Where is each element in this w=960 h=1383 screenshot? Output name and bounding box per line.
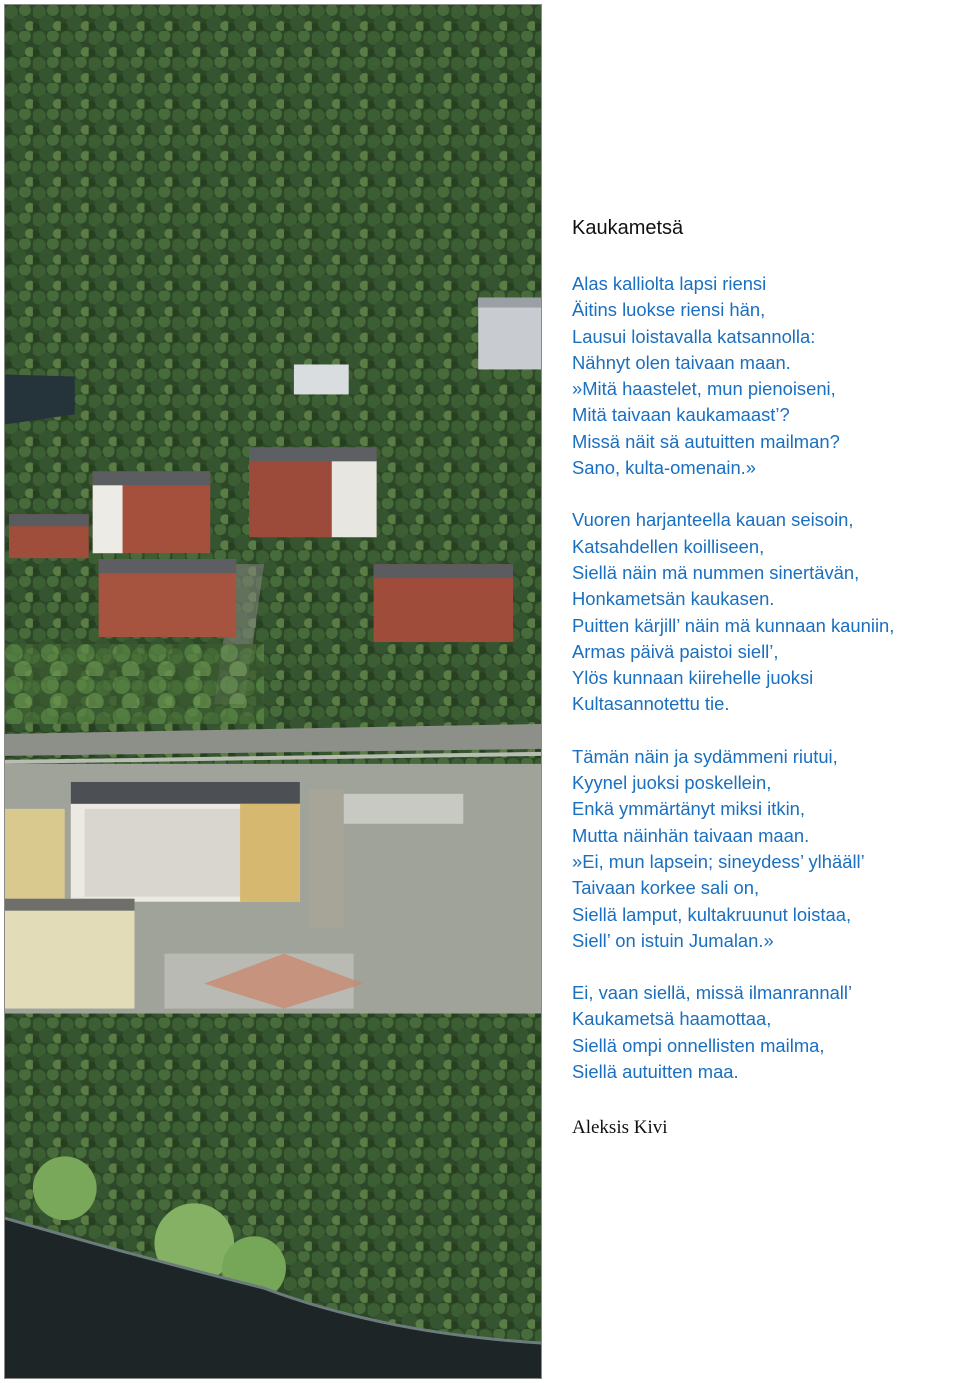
poem-line: Puitten kärjill’ näin mä kunnaan kauniin, bbox=[572, 614, 895, 636]
poem-line: Kaukametsä haamottaa, bbox=[572, 1008, 772, 1030]
poem-line: »Ei, mun lapsein; sineydess’ ylhääll’ bbox=[572, 850, 865, 872]
poem-line: Tämän näin ja sydämmeni riutui, bbox=[572, 745, 838, 767]
poem-line: Honkametsän kaukasen. bbox=[572, 588, 775, 610]
poem-stanza-2 bbox=[572, 507, 957, 717]
poem-line: Mutta näinhän taivaan maan. bbox=[572, 824, 810, 846]
poem-stanza-4 bbox=[572, 980, 957, 1085]
poem-line: Siell’ on istuin Jumalan.» bbox=[572, 929, 774, 951]
poem-line: Siellä näin mä nummen sinertävän, bbox=[572, 561, 860, 583]
poem-line: Taivaan korkee sali on, bbox=[572, 877, 760, 899]
poem-line: Armas päivä paistoi siell’, bbox=[572, 640, 779, 662]
poem bbox=[572, 215, 957, 1139]
aerial-photo-illustration bbox=[5, 5, 541, 1378]
poem-line: Ylös kunnaan kiirehelle juoksi bbox=[572, 667, 814, 689]
poem-line: Lausui loistavalla katsannolla: bbox=[572, 325, 816, 347]
poem-line: Siellä autuitten maa. bbox=[572, 1061, 739, 1083]
poem-line: Missä näit sä autuitten mailman? bbox=[572, 430, 840, 452]
poem-line: Sano, kulta-omenain.» bbox=[572, 457, 757, 479]
poem-line: Äitins luokse riensi hän, bbox=[572, 299, 766, 321]
poem-line: Kultasannotettu tie. bbox=[572, 693, 730, 715]
poem-line: Alas kalliolta lapsi riensi bbox=[572, 273, 767, 294]
poem-line: Ei, vaan siellä, missä ilmanrannall’ bbox=[572, 982, 853, 1004]
poem-line: Siellä ompi onnellisten mailma, bbox=[572, 1034, 825, 1056]
poem-line: Kyynel juoksi poskellein, bbox=[572, 772, 772, 794]
poem-line: Katsahdellen koilliseen, bbox=[572, 535, 765, 557]
poem-line: Siellä lamput, kultakruunut loistaa, bbox=[572, 903, 852, 925]
building-group-campus bbox=[5, 764, 541, 1024]
poem-line: Mitä taivaan kaukamaast’? bbox=[572, 404, 790, 426]
poem-stanza-3 bbox=[572, 744, 957, 954]
poem-author: Aleksis Kivi bbox=[572, 1117, 668, 1139]
poem-stanza-1 bbox=[572, 271, 957, 481]
poem-line: Enkä ymmärtänyt miksi itkin, bbox=[572, 798, 805, 820]
aerial-photo bbox=[4, 4, 542, 1379]
poem-line: »Mitä haastelet, mun pienoiseni, bbox=[572, 378, 836, 400]
poem-line: Vuoren harjanteella kauan seisoin, bbox=[572, 509, 854, 531]
poem-title: Kaukametsä bbox=[572, 217, 684, 239]
poem-line: Nähnyt olen taivaan maan. bbox=[572, 351, 791, 373]
